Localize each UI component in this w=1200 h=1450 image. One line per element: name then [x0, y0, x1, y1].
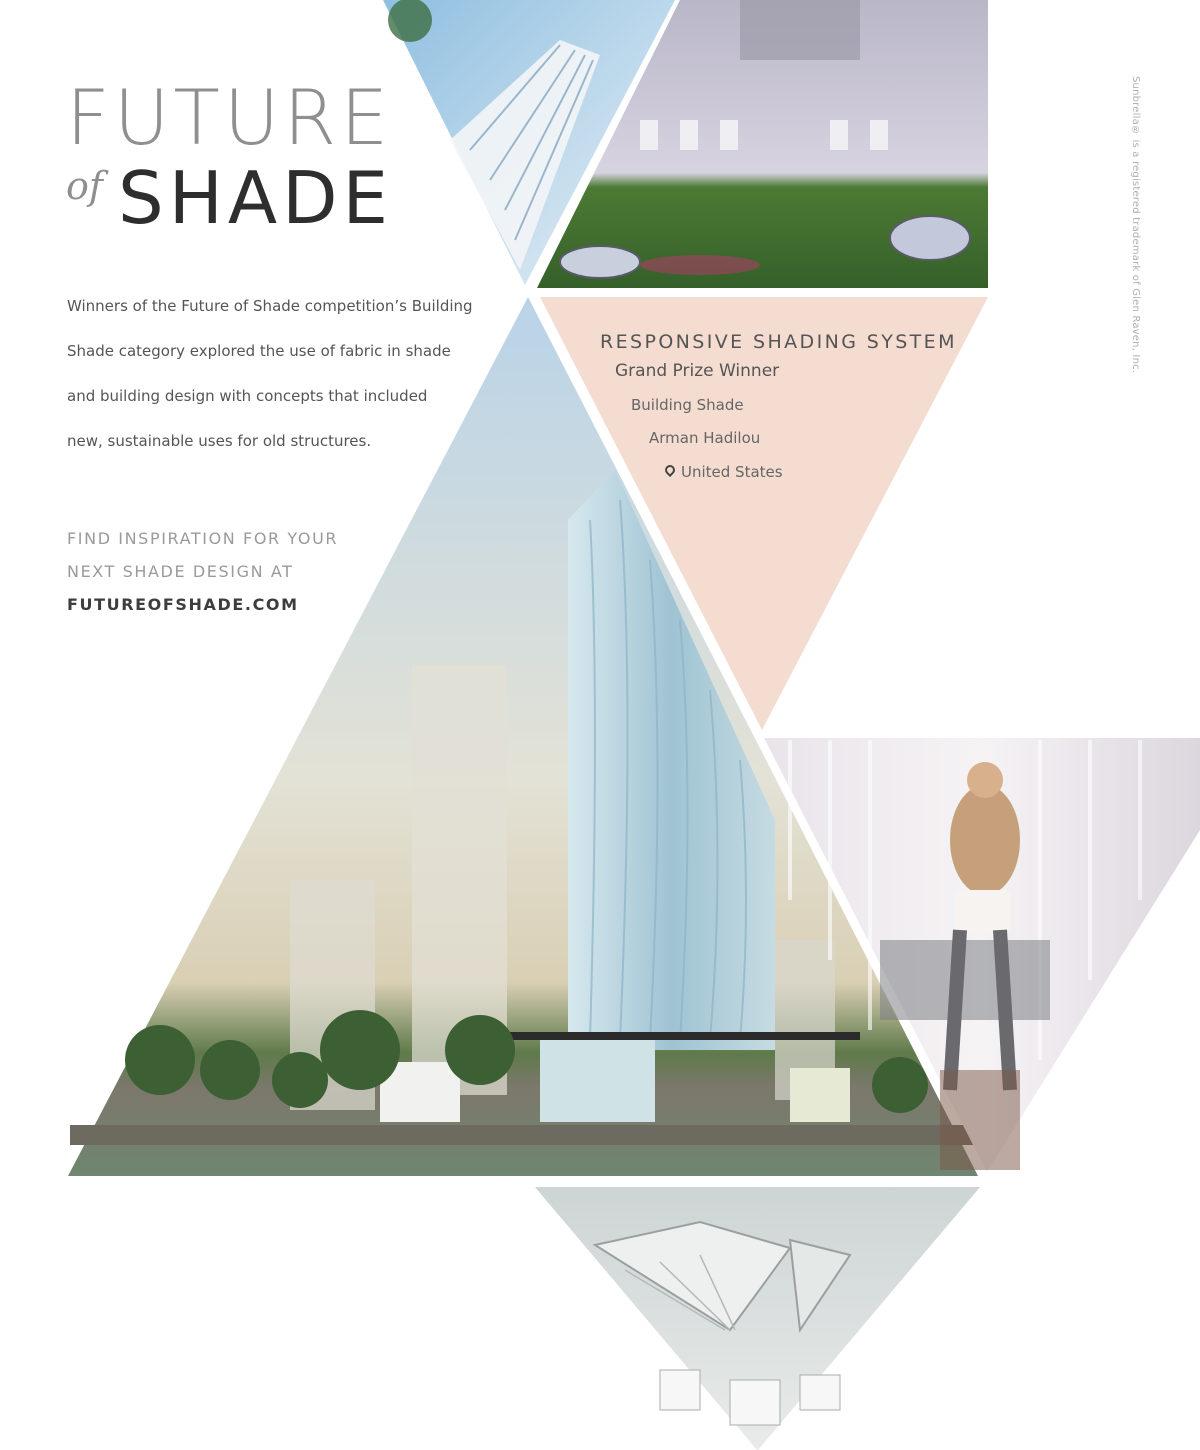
winner-designer: Arman Hadilou: [649, 429, 761, 447]
winner-country: United States: [681, 463, 783, 481]
trademark-notice: Sunbrella® is a registered trademark of Glen Raven, Inc.: [1130, 76, 1141, 374]
intro-line: new, sustainable uses for old structures.: [67, 432, 372, 450]
logo: [66, 73, 406, 240]
cta-line-2: NEXT SHADE DESIGN AT: [67, 562, 294, 581]
logo-row: [66, 158, 406, 238]
intro-line: Winners of the Future of Shade competition’s Building: [67, 297, 473, 315]
winner-prize: Grand Prize Winner: [615, 361, 780, 381]
call-to-action: [67, 522, 338, 621]
logo-of: of: [66, 164, 103, 208]
logo-future: FUTURE: [66, 73, 393, 162]
intro-line: Shade category explored the use of fabric in shade: [67, 342, 451, 360]
intro-text: [67, 284, 487, 464]
intro-line: and building design with concepts that included: [67, 387, 428, 405]
cta-url-link[interactable]: FUTUREOFSHADE.COM: [67, 595, 299, 614]
winner-location: [665, 463, 783, 481]
map-pin-icon: [663, 463, 677, 477]
image-triangle-pavilion: [535, 1187, 980, 1450]
winner-category: Building Shade: [631, 396, 744, 414]
cta-line-1: FIND INSPIRATION FOR YOUR: [67, 529, 339, 548]
winner-title: RESPONSIVE SHADING SYSTEM: [600, 331, 957, 353]
logo-shade: SHADE: [118, 156, 394, 240]
